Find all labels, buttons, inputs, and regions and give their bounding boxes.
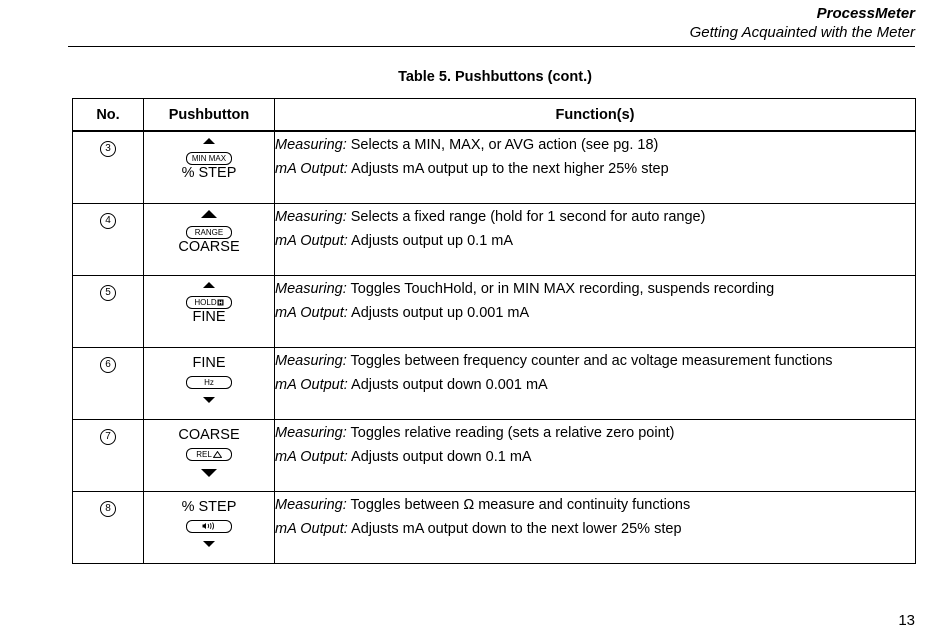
column-header-functions: Function(s) xyxy=(275,99,916,132)
table-row xyxy=(73,419,916,491)
button-label: Hz xyxy=(204,377,214,387)
measuring-label: Measuring: xyxy=(275,280,347,297)
output-label: mA Output: xyxy=(275,161,348,177)
output-label: mA Output: xyxy=(275,448,348,465)
circled-number: 3 xyxy=(100,141,116,157)
table-row xyxy=(73,275,916,347)
output-label: mA Output: xyxy=(275,232,348,249)
measuring-line xyxy=(275,493,915,517)
continuity-button-icon xyxy=(186,520,232,533)
measuring-label: Measuring: xyxy=(275,208,347,225)
column-header-pushbutton: Pushbutton xyxy=(144,99,275,132)
table-row xyxy=(73,491,916,563)
output-label: mA Output: xyxy=(275,376,348,393)
measuring-text: Toggles between Ω measure and continuity functions xyxy=(346,496,691,513)
header-rule xyxy=(68,46,915,47)
page-number: 13 xyxy=(898,612,915,629)
output-label: mA Output: xyxy=(275,520,348,537)
output-line xyxy=(275,517,915,541)
measuring-label: Measuring: xyxy=(275,424,347,441)
continuity-beeper-icon xyxy=(202,522,216,530)
button-label: MIN MAX xyxy=(191,154,227,163)
up-arrow-large-icon xyxy=(201,210,217,218)
pushbutton-text: FINE xyxy=(192,354,226,371)
range-button-icon xyxy=(186,226,232,239)
button-label: HOLD xyxy=(194,297,217,307)
circled-number: 6 xyxy=(100,357,116,373)
table-header-row xyxy=(73,99,916,132)
pushbuttons-table xyxy=(72,98,916,564)
table-row xyxy=(73,347,916,419)
column-header-no: No. xyxy=(73,99,144,132)
output-text: Adjusts mA output down to the next lower 25% step xyxy=(347,520,682,537)
pushbutton-text: % STEP xyxy=(181,165,237,181)
table-row xyxy=(73,131,916,203)
output-line xyxy=(275,157,915,181)
measuring-text: Toggles between frequency counter and ac voltage measurement functions xyxy=(346,352,833,369)
circled-number: 7 xyxy=(100,429,116,445)
down-arrow-large-icon xyxy=(201,469,217,477)
table-row xyxy=(73,203,916,275)
circled-number: 8 xyxy=(100,501,116,517)
measuring-line xyxy=(275,133,915,157)
measuring-text: Toggles relative reading (sets a relative zero point) xyxy=(346,424,675,441)
output-text: Adjusts output up 0.001 mA xyxy=(347,304,530,321)
measuring-line xyxy=(275,277,915,301)
output-text: Adjusts output up 0.1 mA xyxy=(347,232,514,249)
measuring-label: Measuring: xyxy=(275,496,347,513)
button-label: RANGE xyxy=(194,227,224,237)
pushbutton-text: COARSE xyxy=(178,426,240,443)
hold-button-icon xyxy=(186,296,232,309)
measuring-label: Measuring: xyxy=(275,137,347,153)
measuring-line xyxy=(275,349,915,373)
delta-icon xyxy=(213,451,222,458)
measuring-line xyxy=(275,421,915,445)
circled-number: 5 xyxy=(100,285,116,301)
measuring-text: Toggles TouchHold, or in MIN MAX recording, suspends recording xyxy=(346,280,775,297)
measuring-text: Selects a fixed range (hold for 1 second for auto range) xyxy=(346,208,706,225)
pushbutton-text: FINE xyxy=(192,308,226,325)
output-text: Adjusts output down 0.1 mA xyxy=(347,448,532,465)
up-arrow-small-icon xyxy=(203,138,215,144)
button-label: REL xyxy=(196,449,212,459)
pushbutton-text: COARSE xyxy=(178,238,240,255)
measuring-line xyxy=(275,205,915,229)
output-line xyxy=(275,445,915,469)
output-text: Adjusts output down 0.001 mA xyxy=(347,376,548,393)
output-line xyxy=(275,301,915,325)
output-line xyxy=(275,229,915,253)
output-text: Adjusts mA output up to the next higher 25% step xyxy=(347,161,669,177)
down-arrow-small-icon xyxy=(203,541,215,547)
measuring-text: Selects a MIN, MAX, or AVG action (see pg. 18) xyxy=(346,137,659,153)
rel-button-icon xyxy=(186,448,232,461)
running-header-subtitle: Getting Acquainted with the Meter xyxy=(689,24,915,41)
running-header-title: ProcessMeter xyxy=(816,5,915,22)
measuring-label: Measuring: xyxy=(275,352,347,369)
table-caption: Table 5. Pushbuttons (cont.) xyxy=(398,69,592,85)
up-arrow-small-icon xyxy=(203,282,215,288)
down-arrow-small-icon xyxy=(203,397,215,403)
min-max-button-icon xyxy=(186,152,232,165)
pushbutton-text: % STEP xyxy=(181,498,237,515)
hz-button-icon xyxy=(186,376,232,389)
output-line xyxy=(275,373,915,397)
hold-h-icon xyxy=(217,299,224,306)
circled-number: 4 xyxy=(100,213,116,229)
output-label: mA Output: xyxy=(275,304,348,321)
